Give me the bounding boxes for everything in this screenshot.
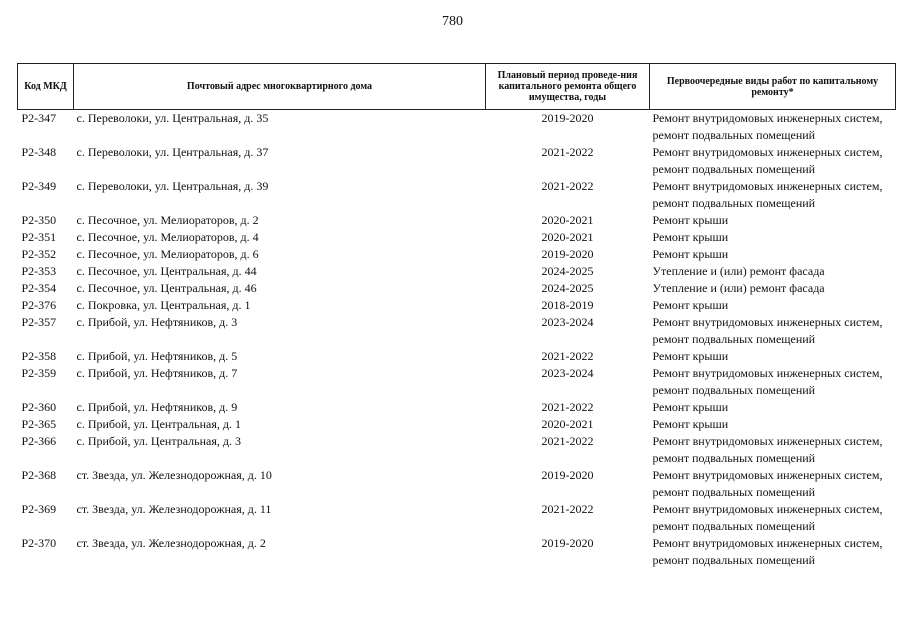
cell-works: Ремонт крыши bbox=[652, 417, 729, 431]
table-row bbox=[18, 314, 896, 348]
cell-address: с. Прибой, ул. Нефтяников, д. 9 bbox=[76, 400, 238, 414]
table-header-row bbox=[18, 64, 896, 110]
cell-address: с. Покровка, ул. Центральная, д. 1 bbox=[76, 298, 251, 312]
header-works: Первоочередные виды работ по капитальному ремонту* bbox=[650, 64, 896, 110]
cell-address: ст. Звезда, ул. Железнодорожная, д. 11 bbox=[76, 502, 272, 516]
table-row bbox=[18, 501, 896, 535]
cell-period: 2020-2021 bbox=[541, 417, 594, 431]
cell-code: Р2-350 bbox=[21, 213, 57, 227]
cell-code: Р2-354 bbox=[21, 281, 57, 295]
cell-address: с. Песочное, ул. Мелиораторов, д. 6 bbox=[76, 247, 259, 261]
cell-works: Ремонт внутридомовых инженерных систем, ремонт подвальных помещений bbox=[652, 536, 883, 567]
cell-address: с. Прибой, ул. Нефтяников, д. 7 bbox=[76, 366, 238, 380]
cell-period: 2020-2021 bbox=[541, 213, 594, 227]
header-address: Почтовый адрес многоквартирного дома bbox=[74, 64, 486, 110]
cell-code: Р2-347 bbox=[21, 111, 57, 125]
table-row bbox=[18, 246, 896, 263]
table-row bbox=[18, 212, 896, 229]
cell-address: ст. Звезда, ул. Железнодорожная, д. 10 bbox=[76, 468, 272, 482]
cell-works: Ремонт внутридомовых инженерных систем, ремонт подвальных помещений bbox=[652, 111, 883, 142]
table-row bbox=[18, 365, 896, 399]
cell-address: ст. Звезда, ул. Железнодорожная, д. 2 bbox=[76, 536, 266, 550]
cell-code: Р2-357 bbox=[21, 315, 57, 329]
cell-period: 2020-2021 bbox=[541, 230, 594, 244]
cell-period: 2021-2022 bbox=[541, 400, 594, 414]
cell-period: 2021-2022 bbox=[541, 349, 594, 363]
cell-period: 2023-2024 bbox=[541, 366, 594, 380]
cell-works: Ремонт внутридомовых инженерных систем, ремонт подвальных помещений bbox=[652, 315, 883, 346]
table-row bbox=[18, 110, 896, 145]
table-row bbox=[18, 229, 896, 246]
cell-period: 2021-2022 bbox=[541, 179, 594, 193]
table-body bbox=[18, 110, 896, 570]
cell-code: Р2-360 bbox=[21, 400, 57, 414]
cell-address: с. Прибой, ул. Центральная, д. 1 bbox=[76, 417, 241, 431]
table-row bbox=[18, 416, 896, 433]
cell-works: Ремонт внутридомовых инженерных систем, ремонт подвальных помещений bbox=[652, 366, 883, 397]
table-row bbox=[18, 467, 896, 501]
table-row bbox=[18, 433, 896, 467]
cell-period: 2019-2020 bbox=[541, 536, 594, 550]
table-row bbox=[18, 280, 896, 297]
cell-code: Р2-353 bbox=[21, 264, 57, 278]
cell-works: Утепление и (или) ремонт фасада bbox=[652, 264, 825, 278]
cell-works: Ремонт крыши bbox=[652, 400, 729, 414]
cell-period: 2024-2025 bbox=[541, 281, 594, 295]
cell-works: Утепление и (или) ремонт фасада bbox=[652, 281, 825, 295]
cell-address: с. Песочное, ул. Мелиораторов, д. 2 bbox=[76, 213, 259, 227]
cell-period: 2019-2020 bbox=[541, 468, 594, 482]
table-row bbox=[18, 178, 896, 212]
cell-works: Ремонт крыши bbox=[652, 230, 729, 244]
cell-address: с. Переволоки, ул. Центральная, д. 39 bbox=[76, 179, 269, 193]
cell-works: Ремонт внутридомовых инженерных систем, ремонт подвальных помещений bbox=[652, 179, 883, 210]
cell-period: 2019-2020 bbox=[541, 247, 594, 261]
cell-code: Р2-369 bbox=[21, 502, 57, 516]
header-period: Плановый период проведе-ния капитального ремонта общего имущества, годы bbox=[486, 64, 650, 110]
cell-code: Р2-352 bbox=[21, 247, 57, 261]
cell-address: с. Песочное, ул. Центральная, д. 44 bbox=[76, 264, 257, 278]
cell-code: Р2-366 bbox=[21, 434, 57, 448]
cell-period: 2024-2025 bbox=[541, 264, 594, 278]
cell-works: Ремонт крыши bbox=[652, 349, 729, 363]
cell-period: 2019-2020 bbox=[541, 111, 594, 125]
cell-address: с. Песочное, ул. Мелиораторов, д. 4 bbox=[76, 230, 259, 244]
cell-address: с. Переволоки, ул. Центральная, д. 37 bbox=[76, 145, 269, 159]
cell-works: Ремонт крыши bbox=[652, 213, 729, 227]
cell-works: Ремонт внутридомовых инженерных систем, ремонт подвальных помещений bbox=[652, 468, 883, 499]
cell-period: 2021-2022 bbox=[541, 502, 594, 516]
page-number: 780 bbox=[442, 14, 463, 29]
cell-address: с. Прибой, ул. Центральная, д. 3 bbox=[76, 434, 241, 448]
cell-code: Р2-349 bbox=[21, 179, 57, 193]
cell-code: Р2-351 bbox=[21, 230, 57, 244]
header-code: Код МКД bbox=[18, 64, 74, 110]
table-row bbox=[18, 348, 896, 365]
cell-works: Ремонт крыши bbox=[652, 247, 729, 261]
cell-address: с. Песочное, ул. Центральная, д. 46 bbox=[76, 281, 257, 295]
cell-code: Р2-376 bbox=[21, 298, 57, 312]
table-row bbox=[18, 535, 896, 569]
cell-code: Р2-365 bbox=[21, 417, 57, 431]
cell-code: Р2-370 bbox=[21, 536, 57, 550]
cell-address: с. Прибой, ул. Нефтяников, д. 3 bbox=[76, 315, 238, 329]
cell-code: Р2-348 bbox=[21, 145, 57, 159]
cell-address: с. Переволоки, ул. Центральная, д. 35 bbox=[76, 111, 269, 125]
cell-code: Р2-358 bbox=[21, 349, 57, 363]
cell-works: Ремонт внутридомовых инженерных систем, ремонт подвальных помещений bbox=[652, 145, 883, 176]
table-row bbox=[18, 399, 896, 416]
cell-period: 2023-2024 bbox=[541, 315, 594, 329]
table-row bbox=[18, 263, 896, 280]
table-row bbox=[18, 144, 896, 178]
cell-address: с. Прибой, ул. Нефтяников, д. 5 bbox=[76, 349, 238, 363]
cell-code: Р2-359 bbox=[21, 366, 57, 380]
table-row bbox=[18, 297, 896, 314]
cell-works: Ремонт крыши bbox=[652, 298, 729, 312]
cell-period: 2021-2022 bbox=[541, 434, 594, 448]
cell-code: Р2-368 bbox=[21, 468, 57, 482]
cell-period: 2021-2022 bbox=[541, 145, 594, 159]
cell-period: 2018-2019 bbox=[541, 298, 594, 312]
cell-works: Ремонт внутридомовых инженерных систем, ремонт подвальных помещений bbox=[652, 502, 883, 533]
repair-schedule-table bbox=[17, 63, 896, 569]
cell-works: Ремонт внутридомовых инженерных систем, ремонт подвальных помещений bbox=[652, 434, 883, 465]
